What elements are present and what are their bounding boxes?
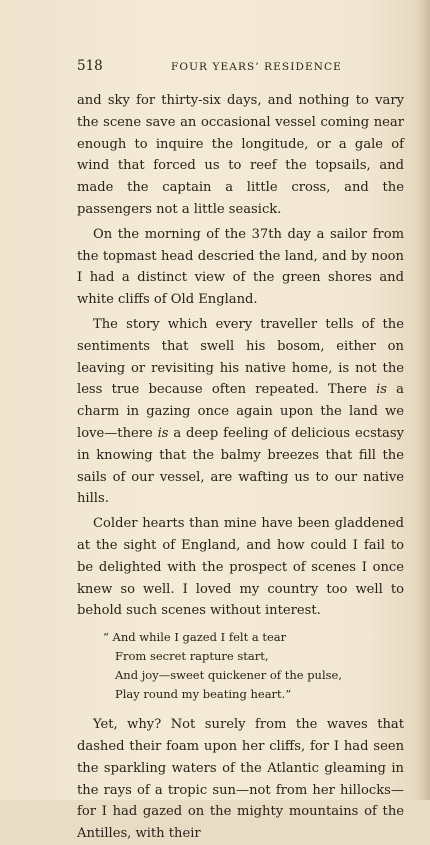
running-title: FOUR YEARS’ RESIDENCE bbox=[171, 61, 342, 73]
page-number: 518 bbox=[77, 58, 103, 74]
paragraph-5: Yet, why? Not surely from the waves that dashed their foam upon her cliffs, for I had seen the sparkling waters of the Atlantic gleaming in the rays of a tropic sun—not from her hillocks—for I had gazed on the mighty mountains of the Antilles, with their bbox=[77, 717, 404, 842]
verse-quote bbox=[77, 628, 404, 704]
verse-line-3: And joy—sweet quickener of the pulse, bbox=[115, 668, 343, 683]
running-head bbox=[77, 58, 404, 78]
paragraph-3-part-1: The story which every traveller tells of the sentiments that swell his bosom, either on leaving or revisiting his native home, is not the less true because often repeated. There bbox=[77, 316, 404, 398]
paragraph-4: Colder hearts than mine have been gladdened at the sight of England, and how could I fail to be delighted with the prospect of scenes I once knew so well. I loved my country too well to behold such scenes without interest. bbox=[77, 516, 404, 619]
paragraph-3-part-2: a charm in gazing once again upon the land we love—there bbox=[77, 382, 404, 441]
paragraph-3-part-3: a deep feeling of delicious ecstasy in knowing that the balmy breezes that fill the sails of our vessel, are wafting us to our native hills. bbox=[77, 425, 404, 507]
verse-line-4: Play round my beating heart.” bbox=[115, 687, 292, 702]
body-text bbox=[77, 90, 404, 845]
emphasis-is-1: is bbox=[376, 382, 387, 398]
verse-line-2: From secret rapture start, bbox=[115, 649, 269, 664]
paragraph-1: and sky for thirty-six days, and nothing to vary the scene save an occasional vessel coming near enough to inquire the longitude, or a gale of wind that forced us to reef the topsails, and made the captain a little cross, and the passengers not a little seasick. bbox=[77, 93, 404, 217]
paragraph-2: On the morning of the 37th day a sailor from the topmast head descried the land, and by noon I had a distinct view of the green shores and white cliffs of Old England. bbox=[77, 226, 404, 308]
verse-line-1: “ And while I gazed I felt a tear bbox=[103, 630, 287, 645]
emphasis-is-2: is bbox=[157, 425, 169, 441]
paragraph-3 bbox=[77, 314, 404, 510]
